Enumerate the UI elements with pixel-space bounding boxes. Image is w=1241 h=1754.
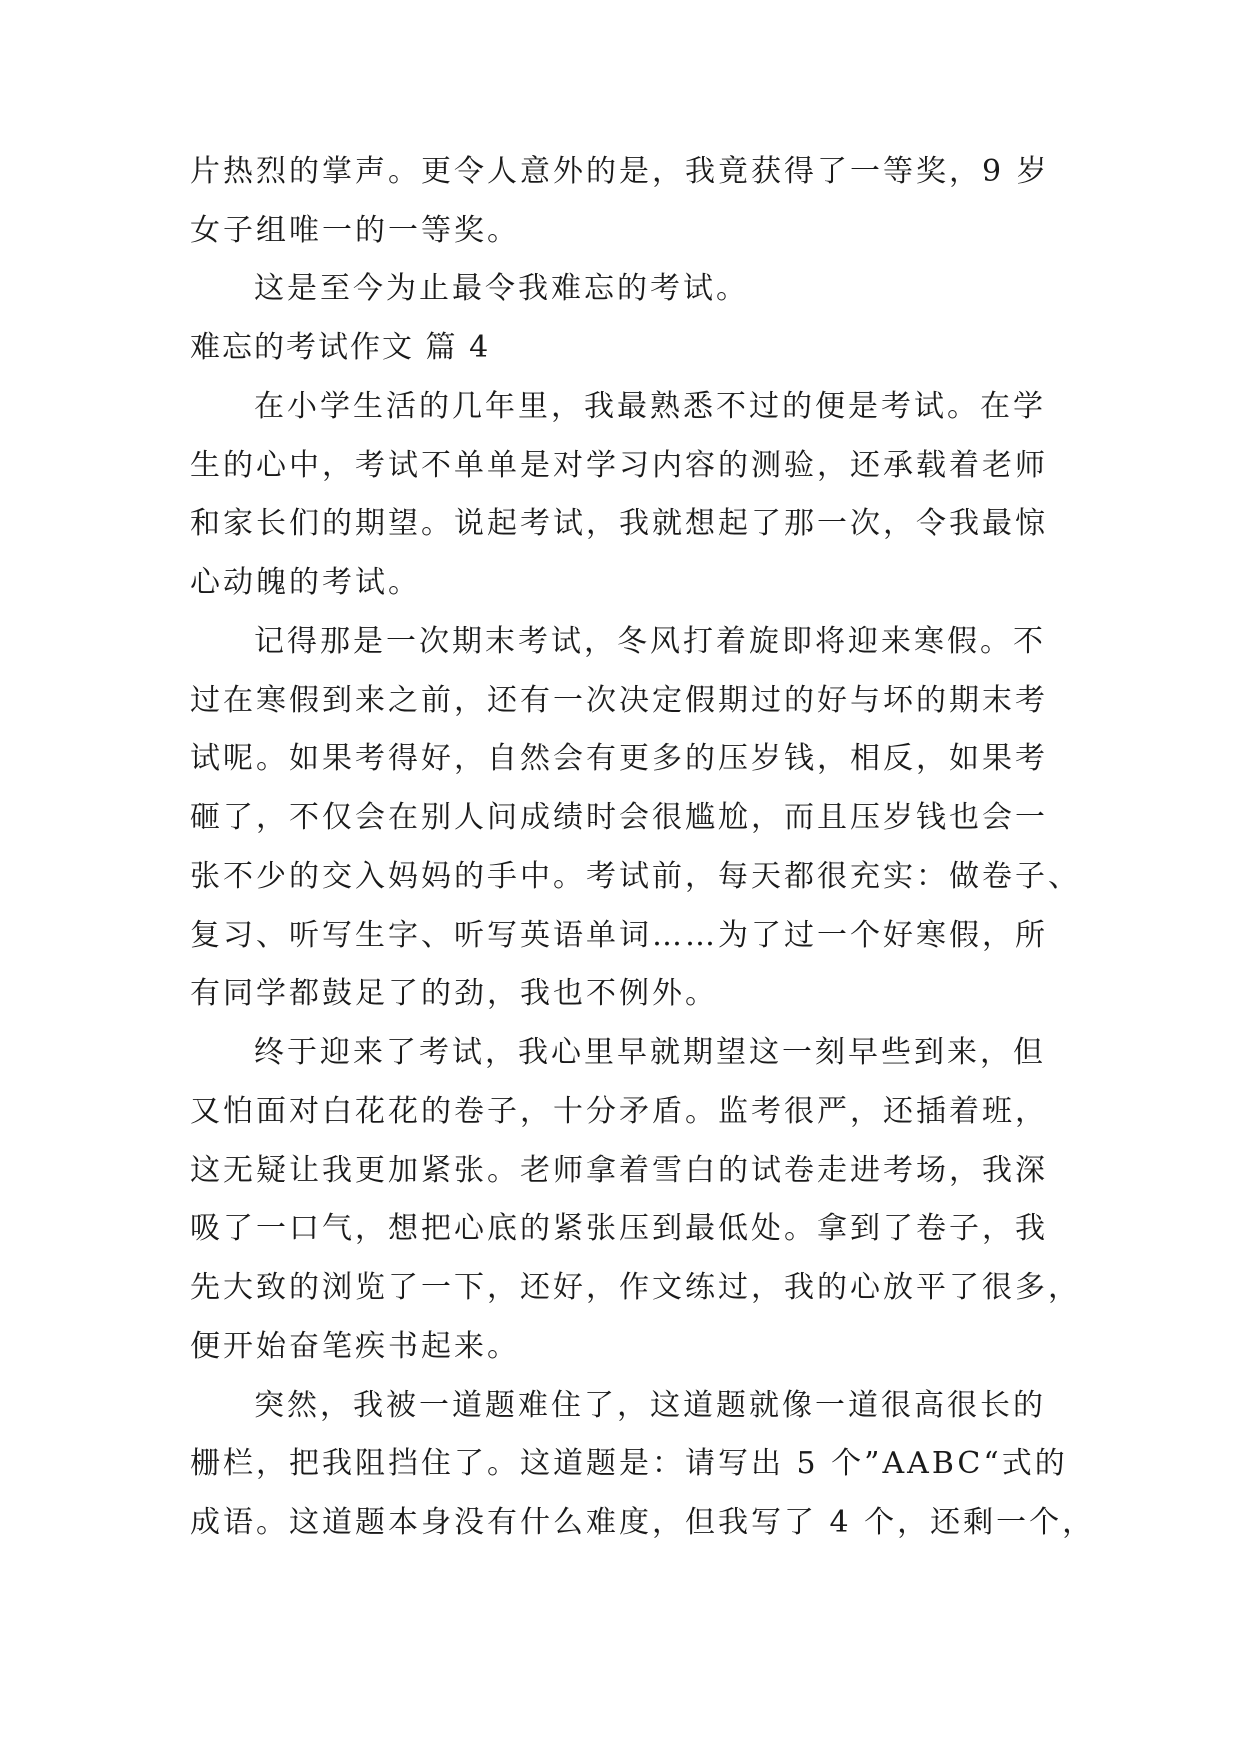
text-line: 片热烈的掌声。更令人意外的是，我竟获得了一等奖，9 岁 bbox=[190, 154, 1050, 189]
text-line: 这无疑让我更加紧张。老师拿着雪白的试卷走进考场，我深 bbox=[190, 1153, 1048, 1188]
text-line: 心动魄的考试。 bbox=[190, 565, 421, 600]
text-line: 先大致的浏览了一下，还好，作文练过，我的心放平了很多， bbox=[190, 1270, 1081, 1305]
text-line: 成语。这道题本身没有什么难度，但我写了 4 个，还剩一个， bbox=[190, 1505, 1096, 1540]
paragraph-first-line: 这是至今为止最令我难忘的考试。 bbox=[254, 271, 749, 306]
text-line: 复习、听写生字、听写英语单词……为了过一个好寒假，所 bbox=[190, 918, 1048, 953]
paragraph-first-line: 突然，我被一道题难住了，这道题就像一道很高很长的 bbox=[254, 1388, 1046, 1423]
text-line: 张不少的交入妈妈的手中。考试前，每天都很充实：做卷子、 bbox=[190, 859, 1081, 894]
text-line: 和家长们的期望。说起考试，我就想起了那一次，令我最惊 bbox=[190, 506, 1048, 541]
text-line: 试呢。如果考得好，自然会有更多的压岁钱，相反，如果考 bbox=[190, 741, 1048, 776]
text-line: 生的心中，考试不单单是对学习内容的测验，还承载着老师 bbox=[190, 448, 1048, 483]
text-line: 又怕面对白花花的卷子，十分矛盾。监考很严，还插着班， bbox=[190, 1094, 1048, 1129]
text-line: 吸了一口气，想把心底的紧张压到最低处。拿到了卷子，我 bbox=[190, 1211, 1048, 1246]
paragraph-first-line: 终于迎来了考试，我心里早就期望这一刻早些到来，但 bbox=[254, 1035, 1046, 1070]
text-line: 栅栏，把我阻挡住了。这道题是：请写出 5 个”AABC“式的 bbox=[190, 1446, 1068, 1481]
text-line: 有同学都鼓足了的劲，我也不例外。 bbox=[190, 976, 718, 1011]
text-line: 女子组唯一的一等奖。 bbox=[190, 213, 520, 248]
text-line: 砸了，不仅会在别人问成绩时会很尴尬，而且压岁钱也会一 bbox=[190, 800, 1048, 835]
section-heading: 难忘的考试作文 篇 4 bbox=[190, 330, 491, 365]
text-line: 过在寒假到来之前，还有一次决定假期过的好与坏的期末考 bbox=[190, 683, 1048, 718]
paragraph-first-line: 记得那是一次期末考试，冬风打着旋即将迎来寒假。不 bbox=[254, 624, 1046, 659]
text-line: 便开始奋笔疾书起来。 bbox=[190, 1329, 520, 1364]
paragraph-first-line: 在小学生活的几年里，我最熟悉不过的便是考试。在学 bbox=[254, 389, 1046, 424]
